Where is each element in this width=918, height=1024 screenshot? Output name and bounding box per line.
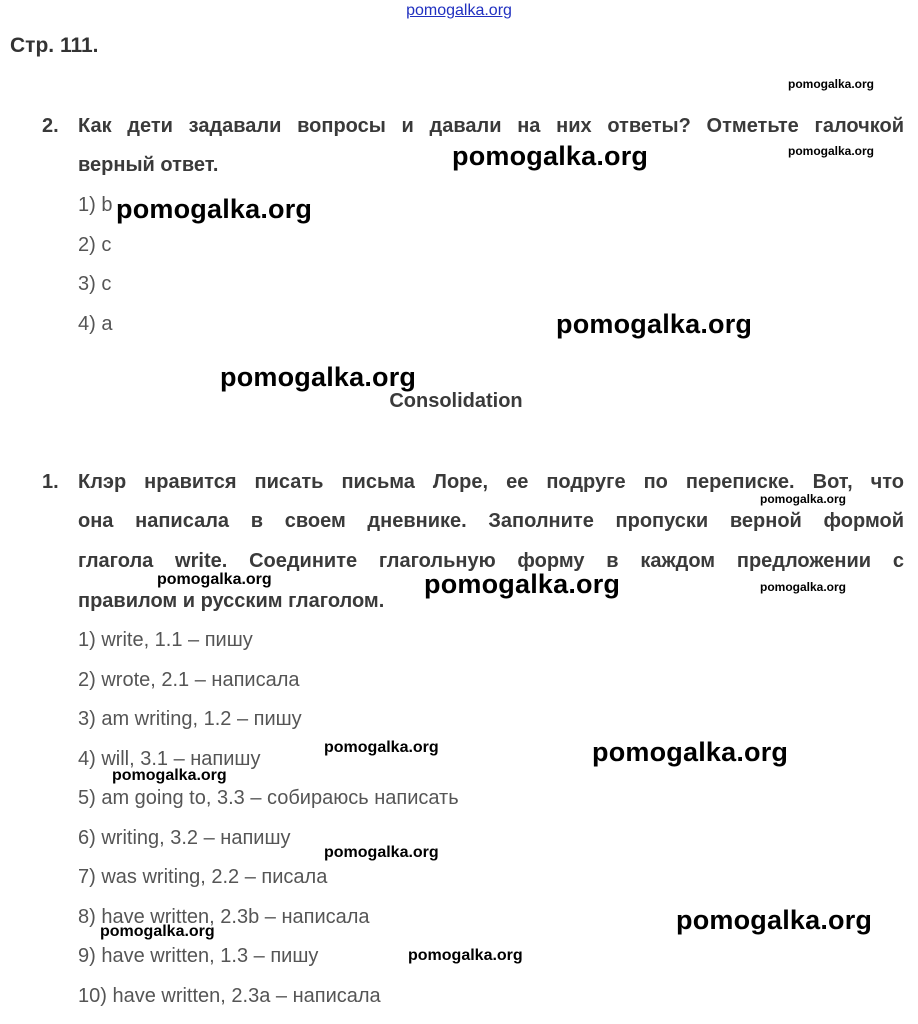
watermark: pomogalka.org [760,580,847,594]
task-1-question-line-4: правилом и русским глаголом. [78,590,385,612]
task-1-answer-1: 1) write, 1.1 – пишу [78,629,253,651]
task-1-answer-7: 7) was writing, 2.2 – писала [78,866,328,888]
task-1-answer-4: 4) will, 3.1 – напишу [78,748,261,770]
watermark: pomogalka.org [424,569,621,599]
task-2-answer-4: 4) a [78,313,113,335]
watermark: pomogalka.org [116,194,313,224]
watermark: pomogalka.org [220,362,417,392]
task-2-answer-2: 2) c [78,234,112,256]
watermark: pomogalka.org [157,571,272,588]
watermark: pomogalka.org [100,923,215,940]
task-1-question-line-1: Клэр нравится писать письма Лоре, ее подруге по переписке. Вот, что [78,471,904,493]
task-1-answer-6: 6) writing, 3.2 – напишу [78,827,291,849]
task-1-answer-5: 5) am going to, 3.3 – собираюсь написать [78,787,459,809]
section-heading: Consolidation [389,390,523,412]
watermark: pomogalka.org [676,905,873,935]
task-1-number: 1. [42,471,59,493]
page-number: Стр. 111. [10,34,99,57]
task-1-answer-2: 2) wrote, 2.1 – написала [78,669,300,691]
watermark: pomogalka.org [760,492,847,506]
watermark: pomogalka.org [408,947,523,964]
task-2-question-line-1: Как дети задавали вопросы и давали на них ответы? Отметьте галочкой [78,115,904,137]
watermark: pomogalka.org [112,767,227,784]
task-2-number: 2. [42,115,59,137]
watermark: pomogalka.org [452,141,649,171]
watermark: pomogalka.org [556,309,753,339]
task-2-answer-1: 1) b [78,194,113,216]
task-1-answer-9: 9) have written, 1.3 – пишу [78,945,319,967]
task-2-answer-3: 3) c [78,273,112,295]
task-1-question-line-3: глагола write. Соедините глагольную форму в каждом предложении с [78,550,904,572]
task-1-answer-3: 3) am writing, 1.2 – пишу [78,708,302,730]
task-2-question-line-2: верный ответ. [78,154,219,176]
task-1-answer-10: 10) have written, 2.3a – написала [78,985,381,1007]
task-1-question-line-2: она написала в своем дневнике. Заполните пропуски верной формой [78,510,904,532]
watermark: pomogalka.org [788,77,875,91]
site-link[interactable]: pomogalka.org [406,2,512,19]
watermark: pomogalka.org [324,739,439,756]
watermark: pomogalka.org [592,737,789,767]
task-1-answer-8: 8) have written, 2.3b – написала [78,906,370,928]
watermark: pomogalka.org [324,844,439,861]
watermark: pomogalka.org [788,144,875,158]
